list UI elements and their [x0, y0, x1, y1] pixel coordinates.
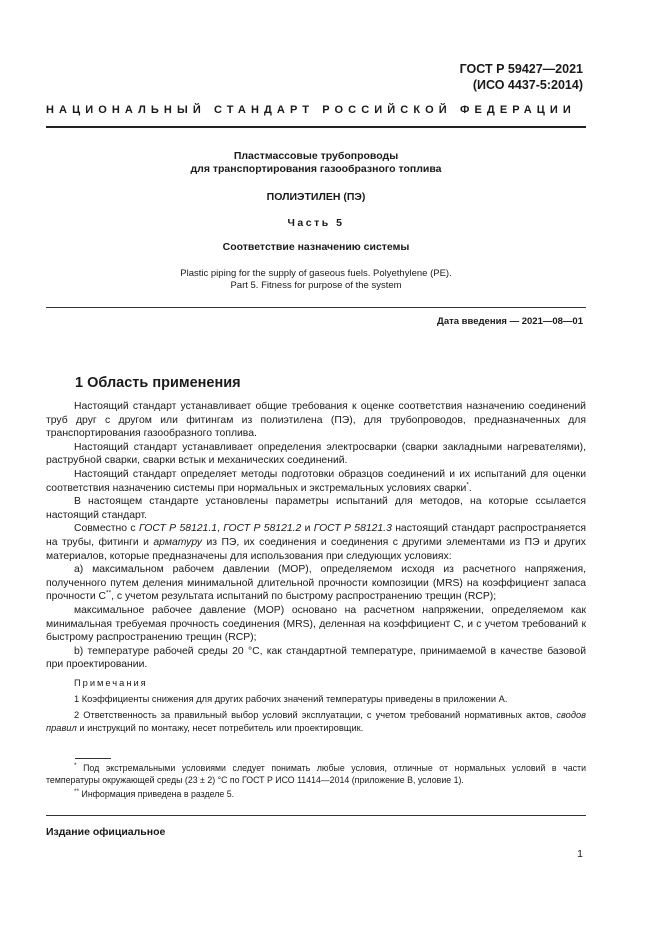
- footnotes: [46, 762, 586, 802]
- footnote-ref-2[interactable]: **: [106, 589, 112, 597]
- notes-block: [46, 677, 586, 738]
- note-2: 2 Ответственность за правильный выбор условий эксплуатации, с учетом требований нормативных актов, сводов правил и инструкций по монтажу, несет потребитель или проектировщик.: [46, 710, 586, 733]
- main-title-line2: для транспортирования газообразного топлива: [190, 163, 442, 175]
- subject-title: Соответствие назначению системы: [222, 241, 410, 253]
- paragraph-1: Настоящий стандарт устанавливает общие требования к оценке соответствия назначению соединений труб друг с другом или фитингам из полиэтилена (ПЭ), для трубопроводов, предназначенных для транспортирования газообразного топлива.: [46, 401, 586, 440]
- paragraph-6: а) максимальном рабочем давлении (МОР), определяемом исходя из расчетного напряжения, полученного путем деления минимальной длительной прочности композиции (MRS) на коэффициент запаса прочности C**, с учетом результата испытаний по быстрому распространению трещин (RCP);: [46, 564, 586, 603]
- section-heading: 1 Область применения: [75, 375, 241, 391]
- notes-heading: Примечания: [74, 678, 148, 688]
- standard-code-iso: (ИСО 4437-5:2014): [472, 78, 583, 92]
- title-divider: [46, 307, 586, 308]
- footnote-2: ** Информация приведена в разделе 5.: [74, 788, 235, 799]
- term-armatura: арматуру: [153, 536, 202, 548]
- standard-code: [460, 61, 583, 93]
- paragraph-7: максимальное рабочее давление (МОР) основано на расчетном напряжении, определяемом как минимальная требуемая прочность соединения (MRS), деленная на коэффициент C, и с учетом требований к быстрому распространению трещин (RCP);: [46, 604, 586, 644]
- official-edition-label: Издание официальное: [46, 826, 166, 838]
- national-standard-banner: НАЦИОНАЛЬНЫЙ СТАНДАРТ РОССИЙСКОЙ ФЕДЕРАЦИИ: [46, 104, 576, 116]
- standard-code-gost: ГОСТ Р 59427—2021: [459, 62, 583, 76]
- section-body: [46, 400, 586, 672]
- ref-gost-58121-3: ГОСТ Р 58121.3: [313, 523, 392, 535]
- footnote-1: * Под экстремальными условиями следует понимать любые условия, отличные от нормальных условий в части температуры окружающей среды (23 ± 2) °C по ГОСТ Р ИСО 11414—2014 (приложение В, условие 1).: [46, 762, 586, 785]
- paragraph-3: Настоящий стандарт определяет методы подготовки образцов соединений и их испытаний для оценки соответствия назначению системы при нормальных и экстремальных условиях сварки*.: [46, 468, 586, 494]
- note-1: 1 Коэффициенты снижения для других рабочих значений температуры приведены в приложении А.: [74, 693, 508, 704]
- ref-gost-58121-2: ГОСТ Р 58121.2: [223, 523, 302, 535]
- part-title: Часть 5: [287, 217, 345, 229]
- intro-date: Дата введения — 2021—08—01: [437, 316, 583, 327]
- top-divider: [46, 126, 586, 128]
- ref-gost-58121-1: ГОСТ Р 58121.1: [138, 523, 218, 535]
- material-title: ПОЛИЭТИЛЕН (ПЭ): [266, 191, 366, 203]
- footnote-divider: [75, 758, 111, 759]
- paragraph-2: Настоящий стандарт устанавливает определения электросварки (сварки закладными нагревателями), раструбной сварки, сварки встык и механических соединений.: [46, 441, 586, 467]
- page-number: 1: [577, 848, 583, 860]
- paragraph-5: Совместно с ГОСТ Р 58121.1, ГОСТ Р 58121.2 и ГОСТ Р 58121.3 настоящий стандарт распространяется на трубы, фитинги и арматуру из ПЭ, их соединения и соединения с другими элементами из ПЭ и других материалов, которые предназначены для использования при следующих условиях:: [46, 523, 586, 562]
- main-title-line1: Пластмассовые трубопроводы: [233, 150, 399, 162]
- english-title: [46, 268, 586, 292]
- paragraph-8: b) температуре рабочей среды 20 °C, как стандартной температуре, принимаемой в качестве базовой при проектировании.: [46, 645, 586, 671]
- paragraph-4: В настоящем стандарте установлены параметры испытаний для методов, на которые ссылается настоящий стандарт.: [46, 496, 586, 521]
- footer-divider: [46, 815, 586, 816]
- footnote-ref-1[interactable]: *: [466, 481, 469, 489]
- english-title-line2: Part 5. Fitness for purpose of the system: [230, 280, 402, 291]
- english-title-line1: Plastic piping for the supply of gaseous fuels. Polyethylene (PE).: [180, 268, 452, 279]
- main-title: [46, 150, 586, 176]
